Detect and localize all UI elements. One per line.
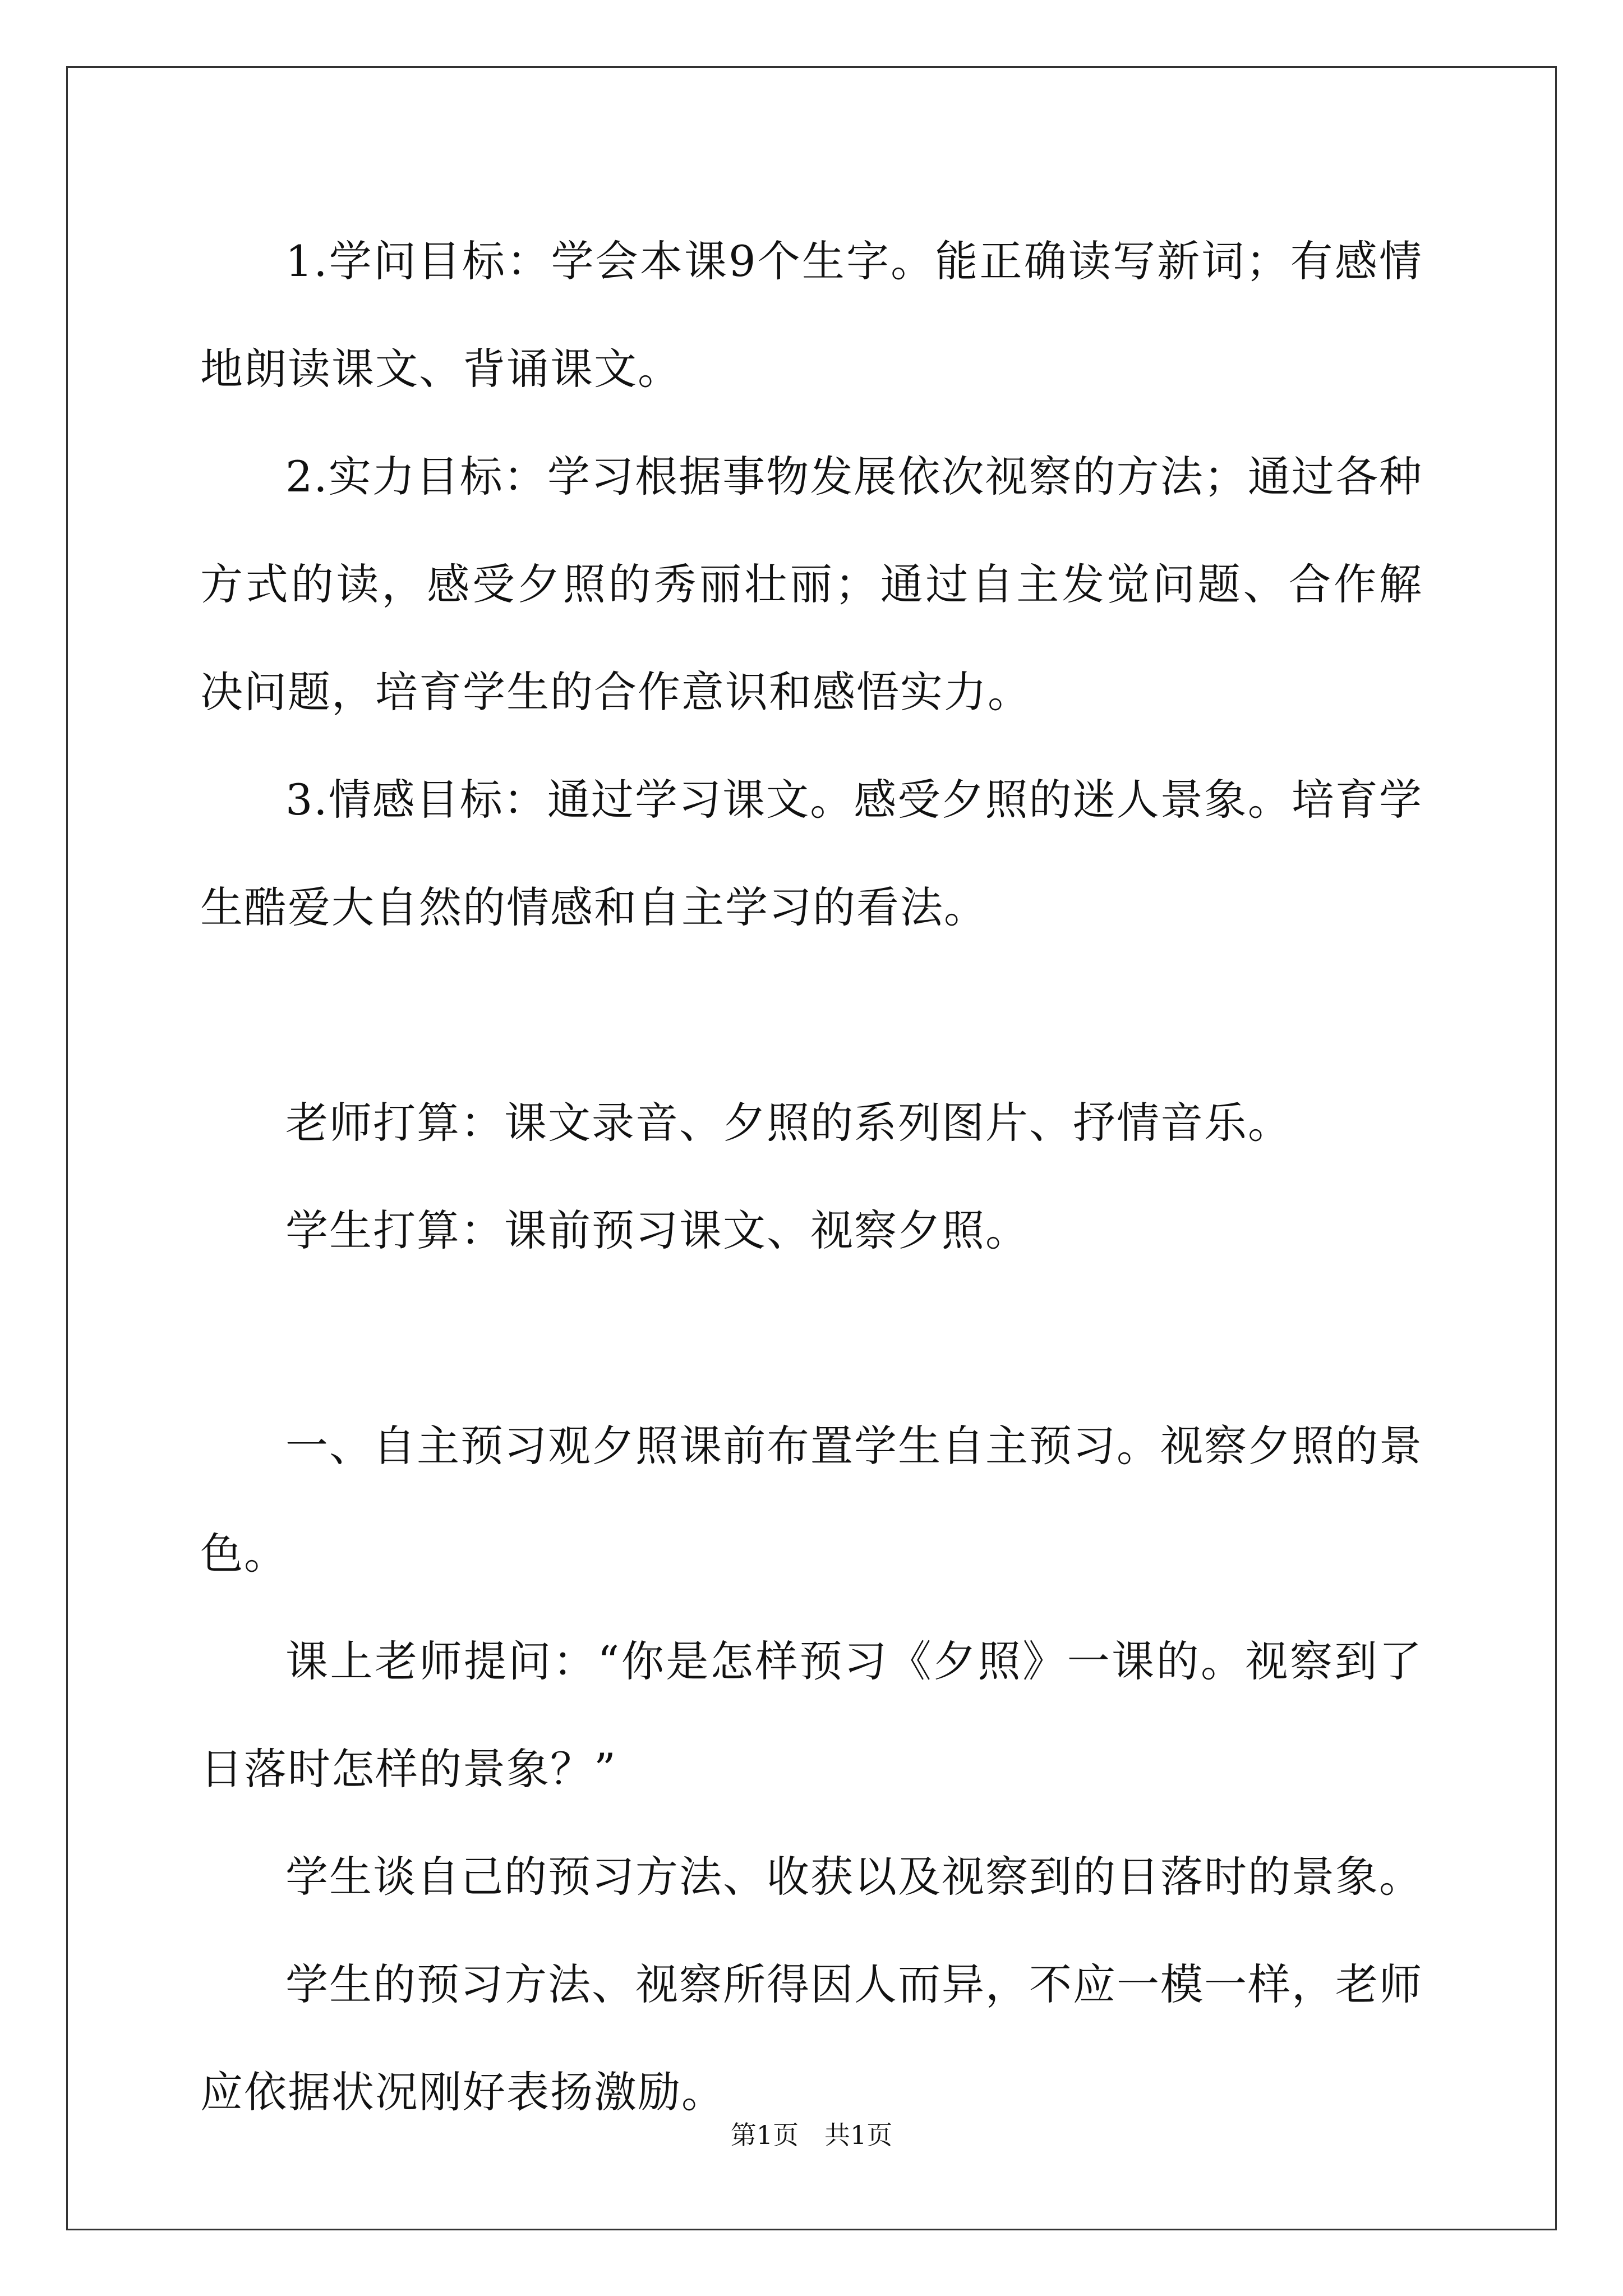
paragraph-student-talk: 学生谈自己的预习方法、收获以及视察到的日落时的景象。 — [285, 1852, 1423, 1902]
paragraph-teacher-question: 课上老师提问：“你是怎样预习《夕照》一课的。视察到了日落时怎样的景象？” — [200, 1636, 1423, 1794]
paragraph-ability-goal: 2.实力目标：学习根据事物发展依次视察的方法；通过各种方式的读，感受夕照的秀丽壮丽；通过自主发觉问题、合作解决问题，培育学生的合作意识和感悟实力。 — [200, 452, 1423, 717]
section-gap — [200, 961, 1423, 1069]
paragraph-teacher-praise: 学生的预习方法、视察所得因人而异，不应一模一样，老师应依据状况刚好表扬激励。 — [200, 1959, 1423, 2117]
paragraph-emotion-goal: 3.情感目标：通过学习课文。感受夕照的迷人景象。培育学生酷爱大自然的情感和自主学习的看法。 — [200, 775, 1423, 932]
paragraph-knowledge-goal: 1.学问目标：学会本课9个生字。能正确读写新词；有感情地朗读课文、背诵课文。 — [200, 236, 1423, 394]
paragraph-student-prep: 学生打算：课前预习课文、视察夕照。 — [285, 1205, 1029, 1255]
paragraph-step-one: 一、自主预习观夕照课前布置学生自主预习。视察夕照的景色。 — [200, 1421, 1423, 1579]
paragraph-teacher-prep: 老师打算：课文录音、夕照的系列图片、抒情音乐。 — [285, 1098, 1292, 1148]
document-body — [200, 208, 1423, 2146]
page-number-footer: 第1页 共1页 — [730, 2120, 893, 2150]
section-gap — [200, 1285, 1423, 1392]
